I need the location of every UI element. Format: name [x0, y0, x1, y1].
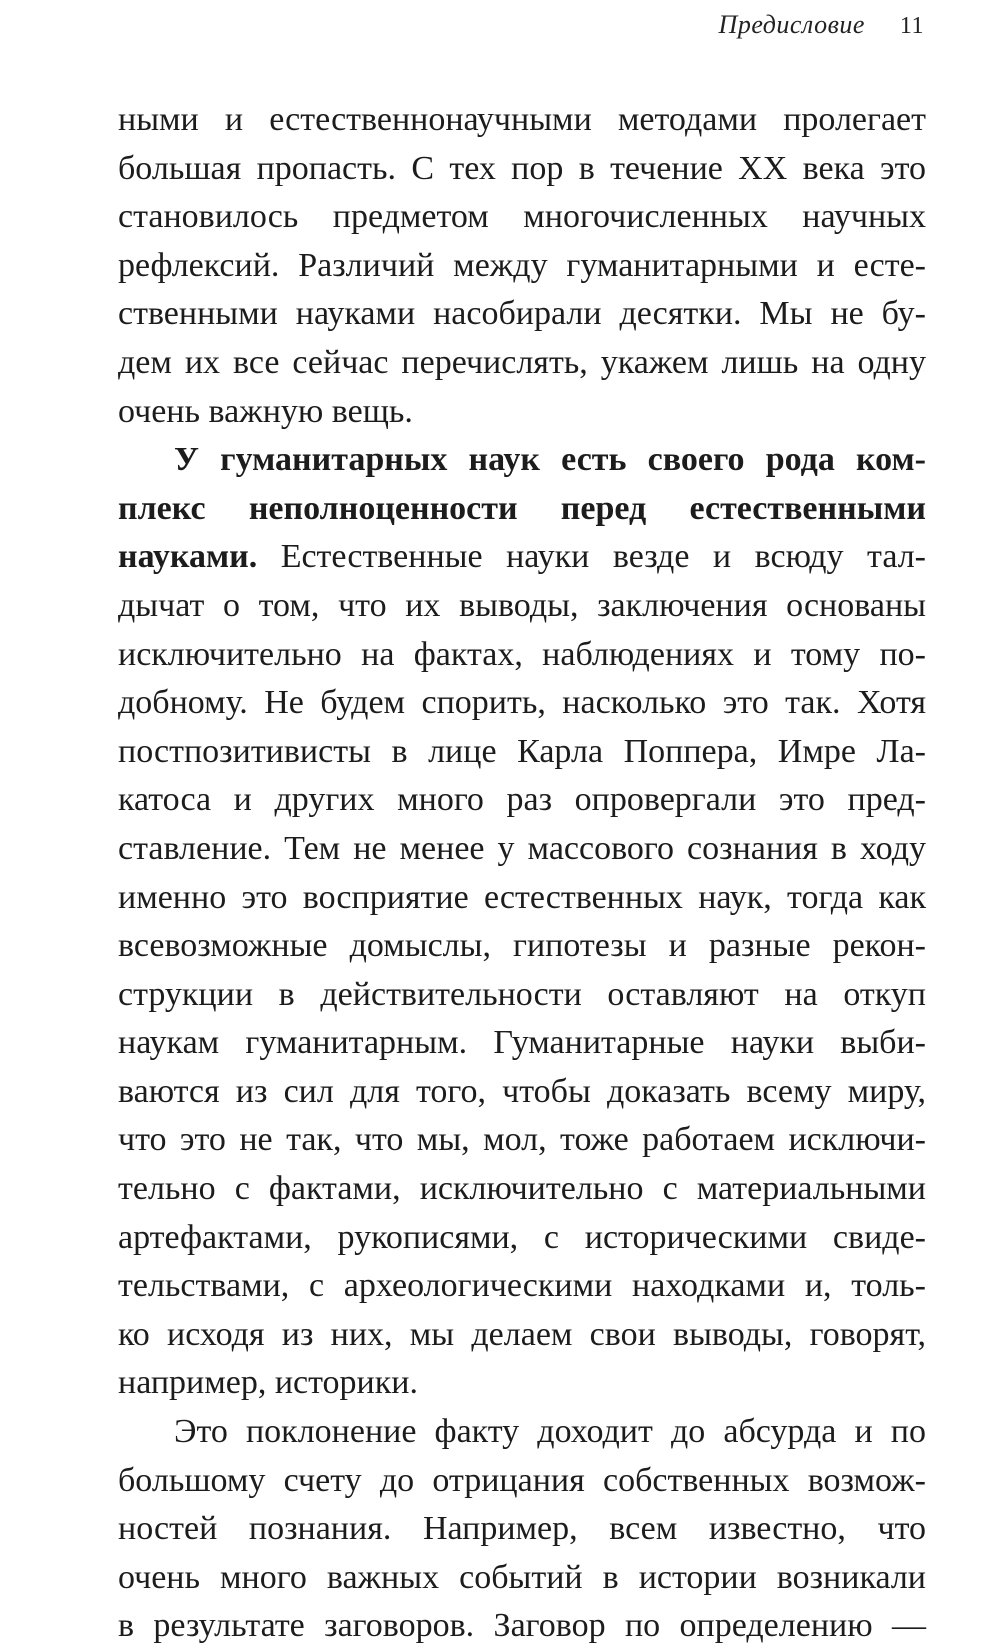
text-line	[118, 436, 926, 485]
running-head-title: Предисловие	[718, 10, 865, 39]
text-line	[118, 582, 926, 631]
text-run: очень важную вещь.	[118, 392, 413, 430]
body-text	[118, 96, 926, 1651]
text-line	[118, 1311, 926, 1360]
text-run: катоса и других много раз опровергали это пред-	[118, 781, 926, 819]
text-run: что это не так, что мы, мол, тоже работаем исключи-	[118, 1121, 926, 1159]
text-line	[118, 922, 926, 971]
text-run: дычат о том, что их выводы, заключения основаны	[118, 586, 926, 624]
text-line	[118, 776, 926, 825]
text-run: наукам гуманитарным. Гуманитарные науки выби-	[118, 1024, 926, 1062]
text-line	[118, 533, 926, 582]
text-line	[118, 1408, 926, 1457]
text-line	[118, 971, 926, 1020]
bold-text: плекс неполноценности перед естественными	[118, 489, 926, 527]
text-run: именно это восприятие естественных наук, тогда как	[118, 878, 926, 916]
text-run: струкции в действительности оставляют на откуп	[118, 975, 926, 1013]
text-run: ко исходя из них, мы делаем свои выводы, говорят,	[118, 1315, 926, 1353]
text-line	[118, 1068, 926, 1117]
text-run: большая пропасть. С тех пор в течение XX века это	[118, 149, 926, 187]
text-line	[118, 339, 926, 388]
text-line	[118, 242, 926, 291]
text-line	[118, 388, 926, 437]
text-run: ваются из сил для того, чтобы доказать всему миру,	[118, 1072, 926, 1110]
text-line	[118, 485, 926, 534]
text-run: ственными науками насобирали десятки. Мы не бу-	[118, 295, 926, 333]
text-line	[118, 1262, 926, 1311]
text-run: исключительно на фактах, наблюдениях и тому по-	[118, 635, 926, 673]
text-line	[118, 1116, 926, 1165]
text-line	[118, 1165, 926, 1214]
text-run: ставление. Тем не менее у массового сознания в ходу	[118, 829, 926, 867]
text-line	[118, 193, 926, 242]
text-line	[118, 1019, 926, 1068]
text-run: рефлексий. Различий между гуманитарными и есте-	[118, 246, 926, 284]
text-run: Это поклонение факту доходит до абсурда и по	[174, 1413, 926, 1451]
bold-text: науками.	[118, 538, 258, 576]
paragraph	[118, 436, 926, 1408]
text-run: добному. Не будем спорить, насколько это так. Хотя	[118, 684, 926, 722]
text-line	[118, 825, 926, 874]
paragraph	[118, 1408, 926, 1651]
text-run: артефактами, рукописями, с историческими свиде-	[118, 1218, 926, 1256]
text-line	[118, 290, 926, 339]
text-run: например, историки.	[118, 1364, 418, 1402]
paragraph	[118, 96, 926, 436]
text-run: большому счету до отрицания собственных возмож-	[118, 1461, 926, 1499]
text-line	[118, 1602, 926, 1651]
text-line	[118, 96, 926, 145]
text-run: ностей познания. Например, всем известно, что	[118, 1510, 926, 1548]
text-line	[118, 1554, 926, 1603]
text-run: Естественные науки везде и всюду тал-	[257, 538, 926, 576]
text-line	[118, 679, 926, 728]
text-line	[118, 631, 926, 680]
text-line	[118, 1505, 926, 1554]
text-run: становилось предметом многочисленных научных	[118, 198, 926, 236]
text-line	[118, 1214, 926, 1263]
text-line	[118, 874, 926, 923]
text-run: тельно с фактами, исключительно с материальными	[118, 1170, 926, 1208]
running-head	[719, 10, 924, 40]
text-line	[118, 1457, 926, 1506]
bold-text: У гуманитарных наук есть своего рода ком-	[174, 441, 926, 479]
page-number: 11	[899, 13, 924, 39]
text-run: тельствами, с археологическими находками и, толь-	[118, 1267, 926, 1305]
text-run: дем их все сейчас перечислять, укажем лишь на одну	[118, 343, 926, 381]
text-run: всевозможные домыслы, гипотезы и разные рекон-	[118, 927, 926, 965]
text-run: постпозитивисты в лице Карла Поппера, Имре Ла-	[118, 732, 926, 770]
text-line	[118, 728, 926, 777]
text-line	[118, 1359, 926, 1408]
text-line	[118, 145, 926, 194]
text-run: в результате заговоров. Заговор по определению —	[118, 1607, 926, 1645]
text-run: ными и естественнонаучными методами пролегает	[118, 101, 926, 138]
text-run: очень много важных событий в истории возникали	[118, 1558, 926, 1596]
